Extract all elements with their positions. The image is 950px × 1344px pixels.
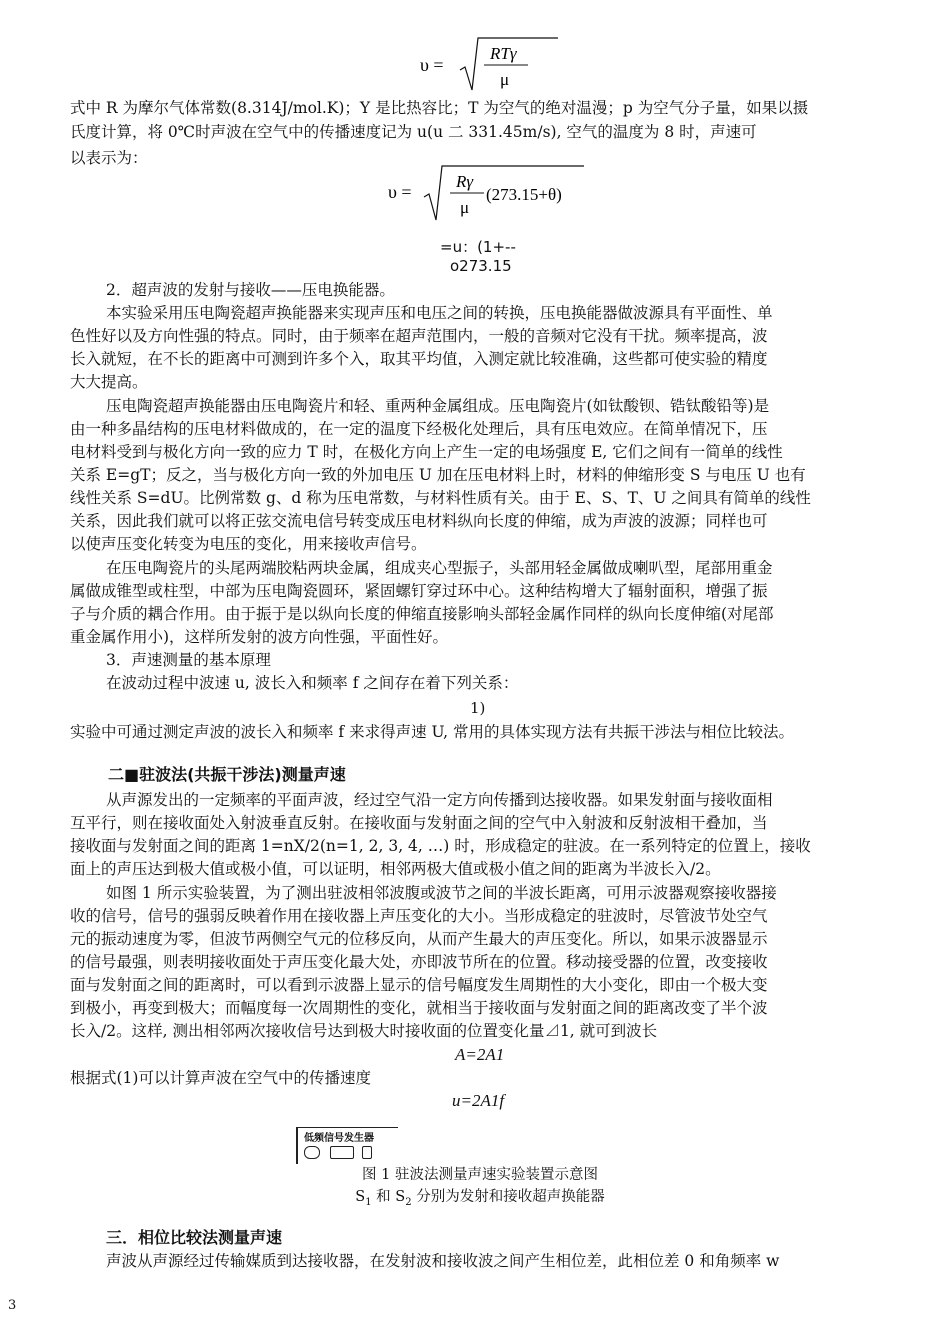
formula2-denominator-note: o273.15	[450, 257, 512, 275]
formula-numerator: RTγ	[490, 44, 517, 63]
formula-speed-temperature	[388, 160, 588, 226]
generator-button-icon	[330, 1146, 354, 1159]
equation-1-label: 1)	[470, 699, 486, 717]
caption-rest: 分别为发射和接收超声换能器	[411, 1189, 605, 1205]
sec2-p3-line-2: 属做成锥型或柱型，中部为压电陶瓷圆环，紧固螺钉穿过环中心。这种结构增大了辐射面积，增强了振	[70, 582, 768, 600]
h2-p1-line-2: 互平行，则在接收面处入射波垂直反射。在接收面与发射面之间的空气中入射波和反射波相干叠加，当	[70, 814, 768, 832]
h2-p1-line-3: 接收面与发射面之间的距离 1=nX/2(n=1, 2, 3, 4, …) 时，形成稳定的驻波。在一系列特定的位置上，接收	[70, 837, 811, 855]
sec3-p2: 实验中可通过测定声波的波长入和频率 f 来求得声速 U, 常用的具体实现方法有共振干涉法与相位比较法。	[70, 723, 795, 741]
formula2-denominator: μ	[460, 198, 470, 217]
caption-s-label: S	[355, 1189, 366, 1205]
sec2-p1-line-2: 色性好以及方向性强的特点。同时，由于频率在超声范围内，一般的音频对它没有干扰。频率提高，波	[70, 327, 768, 345]
intro-line-3: 以表示为：	[70, 149, 148, 167]
section-2-title: 2．超声波的发射与接收——压电换能器。	[106, 281, 395, 299]
generator-knob-icon	[304, 1146, 320, 1159]
page-number: 3	[8, 1298, 17, 1313]
h2-p2-line-3: 元的振动速度为零，但波节两侧空气元的位移反向，从而产生最大的声压变化。所以，如果示波器显示	[70, 930, 768, 948]
sec2-p3-line-4: 重金属作用小)，这样所发射的波方向性强，平面性好。	[70, 628, 449, 646]
sec2-p2-line-3: 电材料受到与极化方向一致的应力 T 时，在极化方向上产生一定的电场强度 E, 它们之间有一简单的线性	[70, 443, 783, 461]
h3-p1: 声波从声源经过传输媒质到达接收器，在发射波和接收波之间产生相位差，此相位差 0 和角频率 w	[106, 1252, 780, 1270]
formula2-lhs: υ =	[388, 182, 412, 202]
formula-denominator: μ	[500, 70, 510, 89]
caption-sub-2: 2	[405, 1196, 412, 1208]
h2-p1-line-1: 从声源发出的一定频率的平面声波，经过空气沿一定方向传播到达接收器。如果发射面与接收面相	[106, 791, 773, 809]
formula2-tail: (273.15+θ)	[486, 185, 562, 204]
caption-sub-1: 1	[365, 1196, 372, 1208]
sec2-p2-line-5: 线性关系 S=dU。比例常数 g、d 称为压电常数，与材料性质有关。由于 E、S、T、U 之间具有简单的线性	[70, 489, 811, 507]
sec2-p2-line-1: 压电陶瓷超声换能器由压电陶瓷片和轻、重两种金属组成。压电陶瓷片(如钛酸钡、锆钛酸铅等)是	[106, 397, 770, 415]
h2-p2-line-4: 的信号最强，则表明接收面处于声压变化最大处，亦即波节所在的位置。移动接受器的位置，改变接收	[70, 953, 768, 971]
h2-p2-line-2: 收的信号，信号的强弱反映着作用在接收器上声压变化的大小。当形成稳定的驻波时，尽管波节处空气	[70, 907, 768, 925]
sec2-p2-line-4: 关系 E=gT；反之，当与极化方向一致的外加电压 U 加在压电材料上时，材料的伸缩形变 S 与电压 U 也有	[70, 466, 806, 484]
formula-lhs: υ =	[420, 55, 444, 75]
figure-caption-subtitle	[300, 1186, 660, 1214]
sec2-p3-line-3: 子与介质的耦合作用。由于振于是以纵向长度的伸缩直接影响头部轻金属作同样的纵向长度伸缩(对尾部	[70, 605, 774, 623]
h2-p2-line-1: 如图 1 所示实验装置，为了测出驻波相邻波腹或波节之间的半波长距离，可用示波器观察接收器接	[106, 884, 777, 902]
sec2-p3-line-1: 在压电陶瓷片的头尾两端胶粘两块金属，组成夹心型振子，头部用轻金属做成喇叭型，尾部用重金	[106, 559, 773, 577]
section-3-title: 3．声速测量的基本原理	[106, 651, 271, 669]
intro-line-2: 氏度计算，将 0℃时声波在空气中的传播速度记为 u(u 二 331.45m/s), 空气的温度为 8 时，声速可	[70, 123, 757, 141]
h2-p2-line-7: 长入/2。这样, 测出相邻两次接收信号达到极大时接收面的位置变化量⊿1, 就可到波长	[70, 1022, 658, 1040]
caption-and-s: 和 S	[371, 1189, 406, 1205]
intro-line-1: 式中 R 为摩尔气体常数(8.314J/mol.K)；Y 是比热容比；T 为空气的绝对温漫；p 为空气分子量，如果以摄	[70, 99, 809, 117]
formula-speed-sqrt	[420, 32, 560, 94]
sec2-p2-line-7: 以使声压变化转变为电压的变化，用来接收声信号。	[70, 535, 427, 553]
figure-caption-title: 图 1 驻波法测量声速实验装置示意图	[362, 1167, 598, 1183]
signal-generator-figure	[296, 1127, 398, 1164]
formula2-numerator: Rγ	[456, 172, 474, 191]
sec2-p1-line-1: 本实验采用压电陶瓷超声换能器来实现声压和电压之间的转换，压电换能器做波源具有平面性、单	[106, 304, 773, 322]
equation-speed: u=2A1f	[452, 1091, 505, 1110]
h2-p2-line-6: 到极小，再变到极大；而幅度每一次周期性的变化，就相当于接收面与发射面之间的距离改变了半个波	[70, 999, 768, 1017]
formula2-continuation: =u：(1+--	[440, 238, 516, 256]
signal-generator-label: 低频信号发生器	[304, 1133, 374, 1144]
sec2-p1-line-4: 大大提高。	[70, 373, 148, 391]
sec3-p1: 在波动过程中波速 u, 波长入和频率 f 之间存在着下列关系：	[106, 674, 519, 692]
sec2-p2-line-6: 关系，因此我们就可以将正弦交流电信号转变成压电材料纵向长度的伸缩，成为声波的波源；同样也可	[70, 512, 768, 530]
h2-p3: 根据式(1)可以计算声波在空气中的传播速度	[70, 1069, 371, 1087]
equation-wavelength: A=2A1	[455, 1045, 505, 1064]
h2-p2-line-5: 面与发射面之间的距离时，可以看到示波器上显示的信号幅度发生周期性的大小变化，即由一个极大变	[70, 976, 768, 994]
h2-p1-line-4: 面上的声压达到极大值或极小值，可以证明，相邻两极大值或极小值之间的距离为半波长入/2。	[70, 860, 721, 878]
heading-standing-wave-method: 二■驻波法(共振干涉法)测量声速	[108, 765, 346, 784]
heading-phase-comparison-method: 三．相位比较法测量声速	[106, 1228, 283, 1247]
sec2-p2-line-2: 由一种多晶结构的压电材料做成的，在一定的温度下经极化处理后，具有压电效应。在简单情况下，压	[70, 420, 768, 438]
sec2-p1-line-3: 长入就短，在不长的距离中可测到许多个入，取其平均值，入测定就比较准确，这些都可使实验的精度	[70, 350, 768, 368]
generator-switch-icon	[362, 1146, 372, 1159]
